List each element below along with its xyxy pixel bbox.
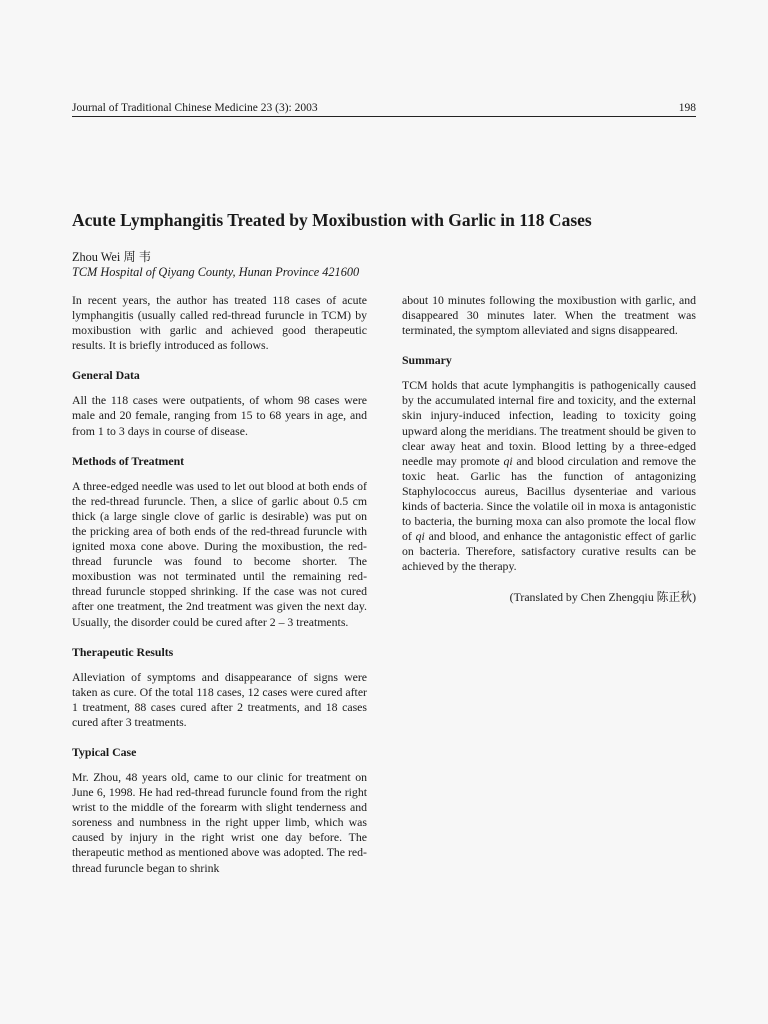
methods-heading: Methods of Treatment — [72, 453, 185, 468]
journal-citation: Journal of Traditional Chinese Medicine 23 (3): 2003 — [72, 102, 318, 114]
methods-paragraph: A three-edged needle was used to let out blood at both ends of the red-thread furuncle. Then, a slice of garlic about 0.5 cm thick (a large single clove of garlic is desirable) was put on the pricking area of both ends of the red-thread furuncle with ignited moxa cone above. During the moxibustion, the red-thread furuncle was found to become shorter. The moxibustion was not terminated until the remaining red-thread furuncle stopped shrinking. If the case was not cured after one treatment, the 2nd treatment was given the next day. Usually, the disorder could be cured after 2 – 3 treatments. — [72, 478, 367, 629]
page-number: 198 — [678, 102, 696, 114]
intro-paragraph: In recent years, the author has treated 118 cases of acute lymphangitis (usually called red-thread furuncle in TCM) by moxibustion with garlic and achieved good therapeutic results. It is briefly introduced as follows. — [72, 293, 367, 353]
general-data-paragraph: All the 118 cases were outpatients, of whom 98 cases were male and 20 female, ranging from 15 to 68 years in age, and from 1 to 3 days in course of disease. — [72, 393, 367, 438]
general-data-heading: General Data — [72, 368, 140, 383]
right-column — [402, 293, 696, 620]
summary-text-3: and blood, and enhance the antagonistic effect of garlic on bacteria. Therefore, satisfactory curative results can be achieved by the therapy. — [402, 529, 697, 574]
qi-term-1: qi — [503, 453, 513, 468]
summary-text-2: and blood circulation and remove the toxic heat. Garlic has the function of antagonizing Staphylococcus aureus, Bacillus dysenteriae and various kinds of bacteria. Since the volatile oil in moxa is antagonistic to bacteria, the burning moxa can also promote the local flow of — [402, 453, 696, 544]
typical-case-heading: Typical Case — [72, 744, 137, 759]
article-title: Acute Lymphangitis Treated by Moxibustion with Garlic in 118 Cases — [72, 210, 592, 230]
summary-heading: Summary — [402, 353, 452, 368]
qi-term-2: qi — [415, 529, 425, 544]
case-continued-paragraph: about 10 minutes following the moxibustion with garlic, and disappeared 30 minutes later. When the treatment was terminated, the symptom alleviated and signs disappeared. — [402, 293, 696, 338]
results-paragraph: Alleviation of symptoms and disappearance of signs were taken as cure. Of the total 118 cases, 12 cases were cured after 1 treatment, 88 cases cured after 2 treatments, and 18 cases cured after 3 treatments. — [72, 669, 367, 729]
summary-paragraph — [402, 378, 696, 574]
author-name: Zhou Wei 周 韦 — [72, 250, 152, 264]
running-head — [72, 101, 696, 115]
left-column — [72, 293, 367, 891]
translator-credit: (Translated by Chen Zhengqiu 陈正秋) — [509, 589, 696, 604]
author-affiliation: TCM Hospital of Qiyang County, Hunan Province 421600 — [72, 265, 360, 279]
results-heading: Therapeutic Results — [72, 644, 174, 659]
header-rule — [72, 116, 696, 117]
typical-case-paragraph: Mr. Zhou, 48 years old, came to our clinic for treatment on June 6, 1998. He had red-thread furuncle found from the right wrist to the middle of the forearm with slight tenderness and soreness and numbness in the right upper limb, which was caused by injury in the right wrist one day before. The therapeutic method as mentioned above was adopted. The red-thread furuncle began to shrink — [72, 769, 367, 875]
summary-text-1: TCM holds that acute lymphangitis is pathogenically caused by the accumulated internal fire and toxicity, and the external skin injury-induced infection, leading to toxicity going upward along the meridians. The treatment should be given to clear away heat and toxin. Blood letting by a three-edged needle may promote — [402, 378, 696, 468]
